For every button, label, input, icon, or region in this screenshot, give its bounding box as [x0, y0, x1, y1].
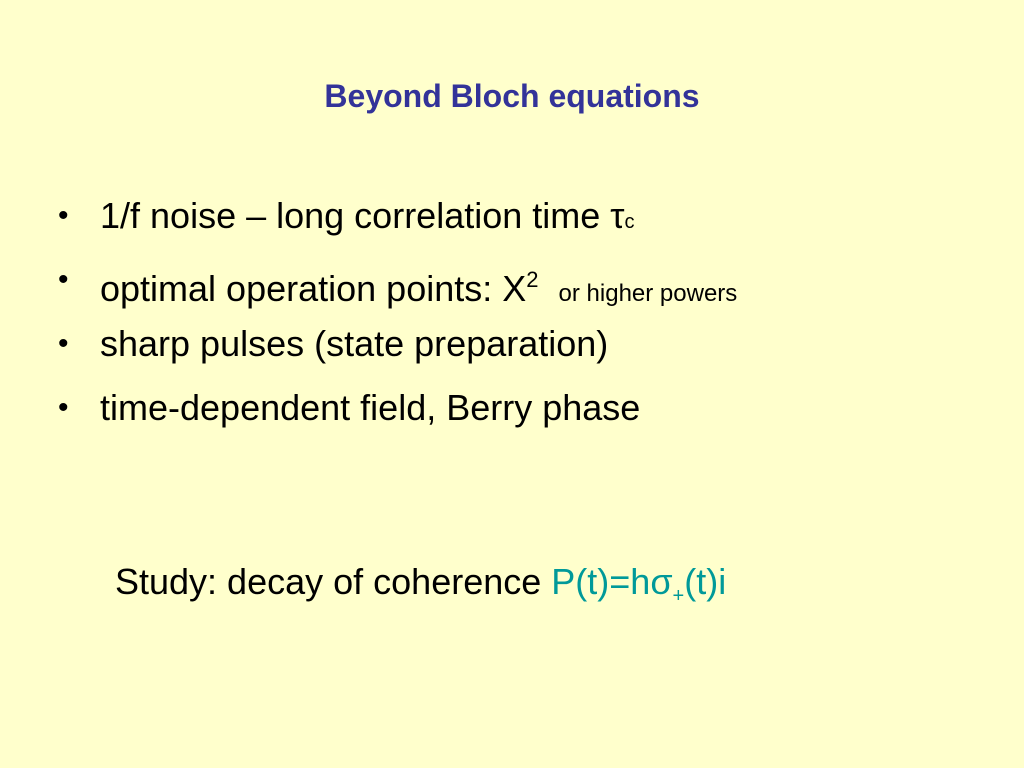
bullet-text: time-dependent field, Berry phase — [100, 387, 641, 428]
coherence-formula — [551, 561, 727, 607]
bullet-item — [58, 190, 737, 254]
superscript: 2 — [526, 267, 539, 292]
bullet-marker: • — [58, 199, 69, 232]
bullet-item — [58, 318, 737, 382]
bullet-marker: • — [58, 391, 69, 424]
formula-suffix: (t)i — [684, 561, 727, 602]
study-label: Study: decay of coherence — [115, 561, 552, 602]
sigma-subscript: + — [672, 585, 685, 607]
tau-subscript: c — [624, 211, 635, 233]
bullet-text: sharp pulses (state preparation) — [100, 323, 609, 364]
bullet-text: 1/f noise – long correlation time — [100, 195, 611, 236]
bullet-marker: • — [58, 263, 69, 296]
bullet-item — [58, 382, 737, 446]
study-line — [115, 556, 726, 622]
bullet-text: optimal operation points: X — [100, 268, 527, 309]
bullet-marker: • — [58, 327, 69, 360]
tau-symbol: τ — [610, 195, 625, 236]
bullet-list — [58, 190, 737, 446]
bullet-tail-text: or higher powers — [558, 280, 738, 307]
sigma-symbol: σ — [650, 561, 673, 602]
formula-prefix: P(t)=h — [551, 561, 651, 602]
bullet-item — [58, 254, 737, 318]
slide-title: Beyond Bloch equations — [324, 78, 700, 114]
